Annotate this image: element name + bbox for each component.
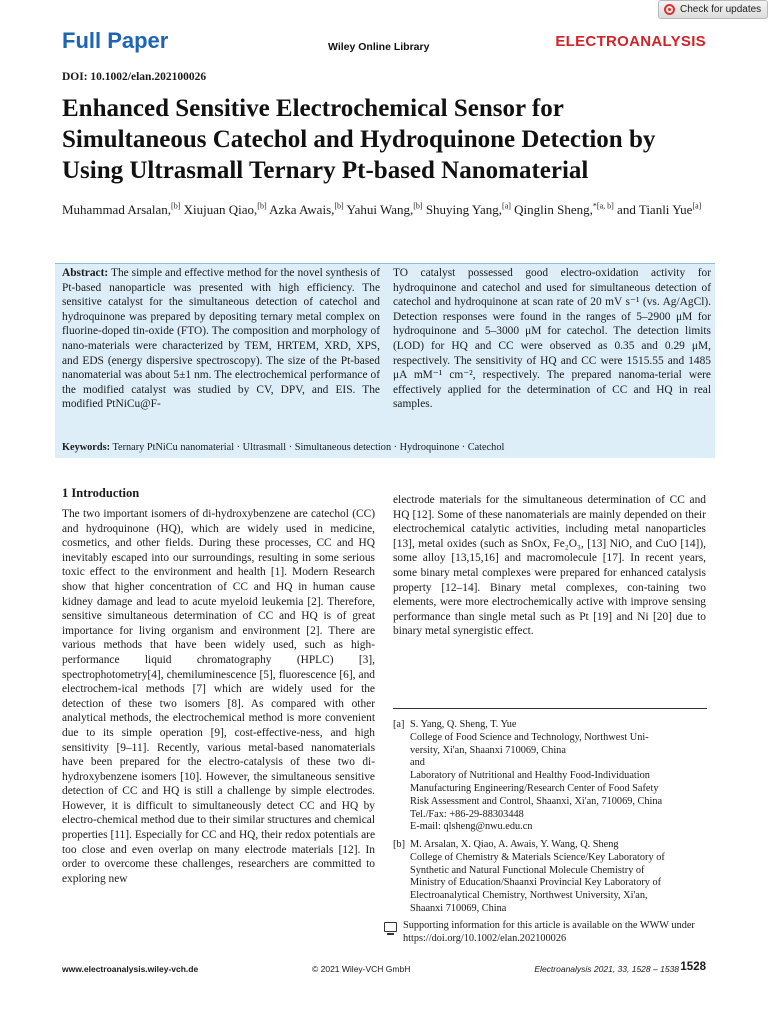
keywords-label: Keywords: <box>62 442 111 453</box>
affiliation-line: S. Yang, Q. Sheng, T. Yue <box>410 719 517 730</box>
affiliation-lines <box>410 839 711 916</box>
affiliation-line: Manufacturing Engineering/Research Center of Food Safety <box>410 782 659 794</box>
affiliation-line: M. Arsalan, X. Qiao, A. Awais, Y. Wang, Q. Sheng <box>410 839 619 850</box>
affiliation-line: Shaanxi 710069, China <box>410 902 507 914</box>
affiliation-line: Ministry of Education/Shaanxi Provincial Key Laboratory of <box>410 877 662 889</box>
affiliation-line: Electroanalytical Chemistry, Northwest University, Xi'an, <box>410 890 648 902</box>
affiliation-b <box>393 839 711 916</box>
affiliation-line: Risk Assessment and Control, Shaanxi, Xi'an, 710069, China <box>410 795 663 807</box>
affiliation-lines <box>410 719 711 834</box>
abstract-text-right: TO catalyst possessed good electro-oxidation activity for hydroquinone and catechol and used for simultaneous detection of catechol and hydroquinone at scan rate of 20 mV s⁻¹ (vs. Ag/AgCl). Detection responses were found in the ranges of 5–2900 μM for hydroquinone and 5–3000 μM for catechol. The detection limits (LOD) for HQ and CC were observed as 0.35 and 0.29 μM, respectively. The sensitivity of HQ and CC were 1515.55 and 1485 μA mM⁻¹ cm⁻², respectively. The prepared nanoma-terial were effectively applied for the determination of CC and HQ in real samples. <box>393 267 711 411</box>
publisher-name: Wiley Online Library <box>328 41 430 53</box>
journal-name: ELECTROANALYSIS <box>555 33 706 50</box>
affiliation-marker: *[a, b] <box>592 201 614 211</box>
affiliation-marker: [b] <box>334 201 344 211</box>
affiliation-line: and <box>410 757 425 769</box>
section-heading: 1 Introduction <box>62 486 140 500</box>
affiliation-line: versity, Xi'an, Shaanxi 710069, China <box>410 744 566 756</box>
abstract-left-column <box>62 266 380 412</box>
keywords-text: Ternary PtNiCu nanomaterial · Ultrasmall · Simultaneous detection · Hydroquinone · Catechol <box>112 442 505 453</box>
page-number: 1528 <box>680 961 706 973</box>
abstract-label: Abstract: <box>62 267 109 279</box>
computer-icon <box>384 922 397 932</box>
affiliation-line: Tel./Fax: +86-29-88303448 <box>410 808 524 820</box>
check-for-updates-button[interactable] <box>658 0 768 19</box>
affiliation-line: College of Food Science and Technology, Northwest Uni- <box>410 731 649 743</box>
keywords <box>62 441 712 454</box>
citation: Electroanalysis 2021, 33, 1528 – 1538 <box>534 964 679 974</box>
journal-website-link[interactable]: www.electroanalysis.wiley-vch.de <box>62 964 199 974</box>
supporting-info-text[interactable]: Supporting information for this article is available on the WWW under https://doi.org/10.1002/elan.202100026 <box>403 920 695 944</box>
doi: DOI: 10.1002/elan.202100026 <box>62 71 207 83</box>
affiliation-tag: [b] <box>393 839 406 850</box>
affiliation-tag: [a] <box>393 719 405 730</box>
check-for-updates-label: Check for updates <box>680 4 762 15</box>
footnote-divider <box>393 708 707 709</box>
abstract-text-left: The simple and effective method for the novel synthesis of Pt-based nanoparticle was presented with high efficiency. The sensitive catalyst for the simultaneous detection of catechol and hydroquinone was prepared by depositing ternary metal complex on fluorine-doped tin-oxide (FTO). The composition and morphology of nano-materials were characterized by TEM, HRTEM, XRD, XPS, and EDS (energy dispersive spectroscopy). The size of the Pt-based nanomaterial was about 5±1 nm. The electrochemical performance of the modified catalyst was studied by CV, DPV, and EIS. The modified PtNiCu@F- <box>62 267 380 411</box>
affiliation-marker: [b] <box>413 201 423 211</box>
affiliation-a <box>393 719 711 834</box>
body-text-right: electrode materials for the simultaneous determination of CC and HQ [12]. Some of these nanomaterials are mainly depended on their electrochemical catalytic activities, including metal nanoparticles [13], metal oxides (such as SnOx, Fe₂O₃, [13] NiO, and CuO [14]), some alloy [13,15,16] and macromolecule [17]. In recent years, some binary metal complexes were prepared for enhanced catalysis property [12–14]. Binary metal complexes, con-taining two elements, were more electrochemically active with improve sensing performance than single metal such as Pt [19] and Ni [20] due to binary metal synergistic effect. <box>393 494 706 638</box>
affiliation-line: Laboratory of Nutritional and Healthy Food-Individuation <box>410 770 650 782</box>
article-title: Enhanced Sensitive Electrochemical Sensor for Simultaneous Catechol and Hydroquinone Detection by Using Ultrasmall Ternary Pt-based Nanomaterial <box>62 95 656 184</box>
affiliation-marker: [b] <box>171 201 181 211</box>
body-text-left: The two important isomers of di-hydroxybenzene are catechol (CC) and hydroquinone (HQ), which are widely used in medicine, cosmetics, and other fields. During these processes, CC and HQ inevitably escaped into our surroundings, resulting in some serious toxic effect to the environment and health [1]. Modern Research show that higher concentration of CC and HQ in human cause kidney damage and lead to acute myeloid leukemia [2]. Therefore, sensitive simultaneous determination of CC and HQ is of great importance for living organism and environment [2]. There are various methods that have been widely used, such as high-performance liquid chromatography (HPLC) [3], spectrophotometry[4], chemiluminescence [5], fluorescence [6], and electrochem-ical methods [7] which are widely used for the detection of these two isomers [8]. As compared with other analytical methods, the electrochemical method is more convenient due to its simple operation [9], cost-effective-ness, and high sensitivity [9–11]. Recently, various metal-based nanomaterials have been prepared for the electro-catalysis of these two di-hydroxybenzene isomers [10]. However, the simultaneous sensitive detection of CC and HQ is still a challenge by simple electrodes. However, it is difficult to simultaneously detect CC and HQ by electro-chemical method due to their similar structures and chemical properties [11]. Especially for CC and HQ, their redox potentials are too close and even overlap on many electrode materials [12]. In order to overcome these challenges, researchers are committed to exploring new <box>62 508 375 885</box>
abstract-right-column <box>393 266 711 412</box>
affiliation-line: E-mail: qlsheng@nwu.edu.cn <box>410 821 533 833</box>
affiliation-marker: [a] <box>502 201 511 211</box>
copyright: © 2021 Wiley-VCH GmbH <box>312 964 411 974</box>
affiliation-line: College of Chemistry & Materials Science/Key Laboratory of <box>410 851 665 863</box>
article-type: Full Paper <box>62 28 169 53</box>
affiliation-marker: [a] <box>692 201 702 211</box>
affiliation-marker: [b] <box>257 201 267 211</box>
author-list: Muhammad Arsalan,[b] Xiujuan Qiao,[b] Azka Awais,[b] Yahui Wang,[b] Shuying Yang,[a] Qinglin Sheng,$^{*[a, b]}$ and Tianli Yue[a] <box>62 201 702 217</box>
affiliation-line: Synthetic and Natural Functional Molecule Chemistry of <box>410 864 645 876</box>
crossmark-icon <box>664 4 675 15</box>
supporting-info <box>384 920 710 946</box>
